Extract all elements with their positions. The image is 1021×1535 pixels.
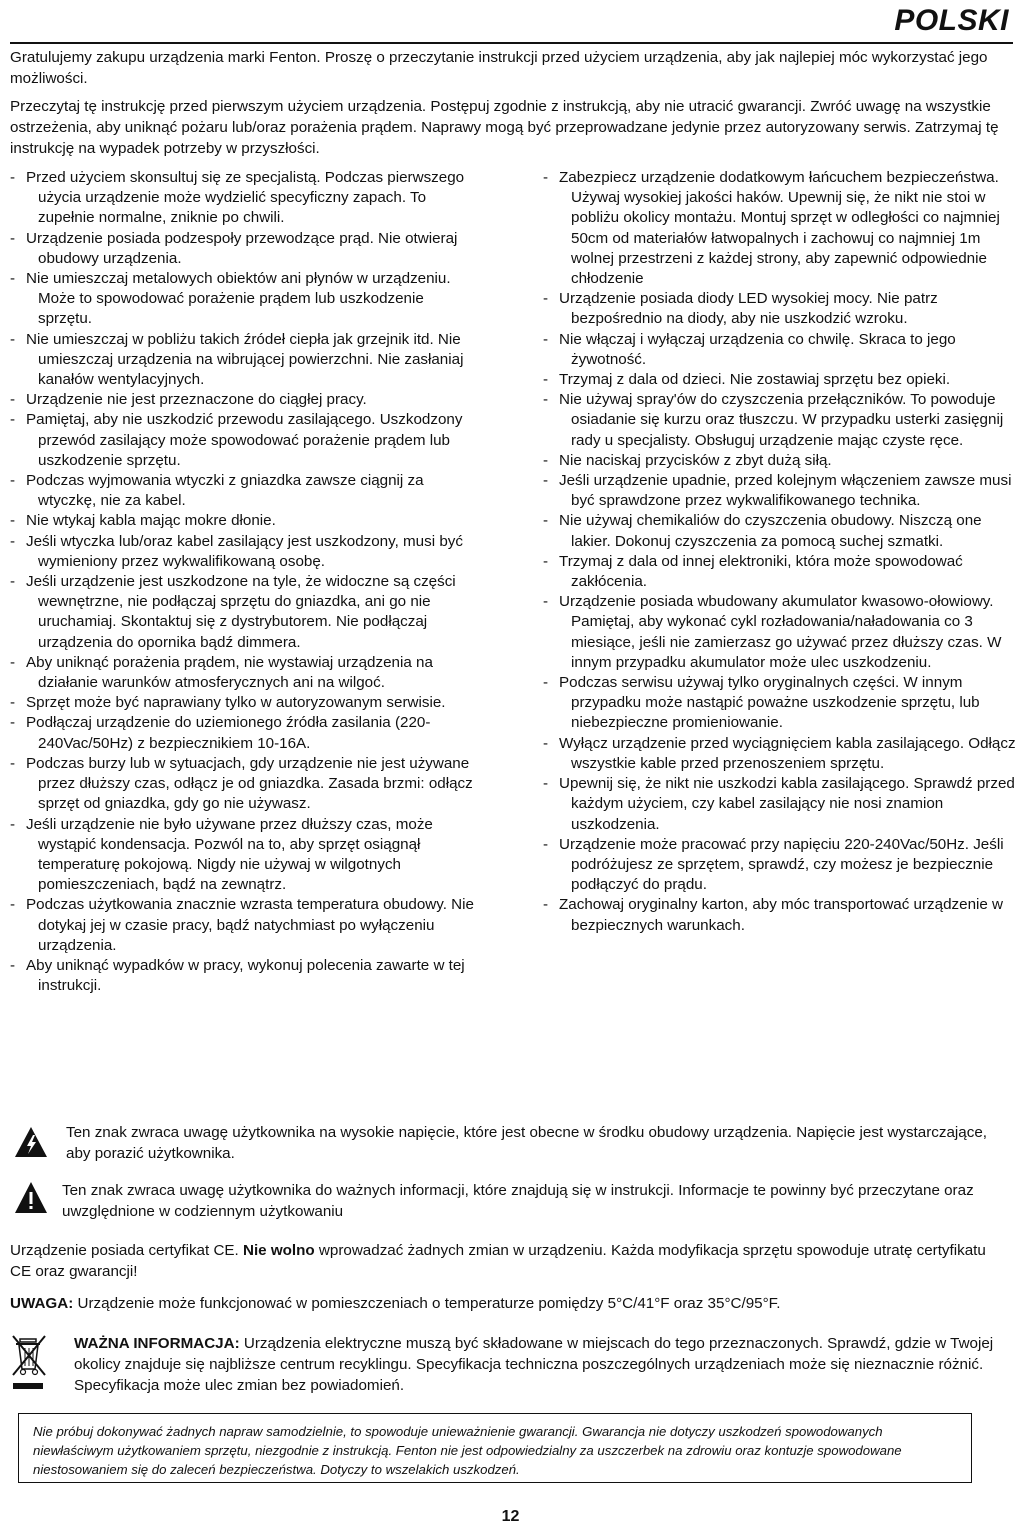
safety-list-left [10, 168, 480, 996]
safety-right-item: - Nie włączaj i wyłączaj urządzenia co chwilę. Skraca to jego żywotność. [543, 330, 1018, 370]
safety-right-item: - Nie naciskaj przycisków z zbyt dużą siłą. [543, 451, 1018, 471]
safety-right-item: - Trzymaj z dala od dzieci. Nie zostawiaj sprzętu bez opieki. [543, 370, 1018, 390]
uwaga-paragraph [10, 1293, 1009, 1314]
important-info-text: Ten znak zwraca uwagę użytkownika do ważnych informacji, które znajdują się w instrukcji. Informacje te powinny być przeczytane oraz uwzględnione w codziennym użytkowaniu [62, 1182, 974, 1220]
ce-paragraph [10, 1240, 1009, 1282]
exclamation-warning-icon [14, 1181, 48, 1221]
safety-right-item: - Urządzenie posiada wbudowany akumulator kwasowo-ołowiowy. Pamiętaj, aby wykonać cykl rozładowania/naładowania co 3 miesiące, jeśli nie zamierzasz go używać przez dłuższy czas. W innym przypadku akumulator może ulec uszkodzeniu. [543, 592, 1018, 673]
safety-left-item: - Aby uniknąć porażenia prądem, nie wystawiaj urządzenia na działanie warunków atmosferycznych ani na wilgoć. [10, 653, 480, 693]
uwaga-text: Urządzenie może funkcjonować w pomieszczeniach o temperaturze pomiędzy 5°C/41°F oraz 35°C/95°F. [73, 1295, 781, 1312]
safety-right-item: - Podczas serwisu używaj tylko oryginalnych części. W innym przypadku może nastąpić poważne uszkodzenie sprzętu, lub niebezpieczne promieniowanie. [543, 673, 1018, 734]
wazna-paragraph [74, 1333, 1009, 1396]
safety-right-item: - Urządzenie posiada diody LED wysokiej mocy. Nie patrz bezpośrednio na diody, aby nie uszkodzić wzroku. [543, 289, 1018, 329]
safety-right-item: - Zabezpiecz urządzenie dodatkowym łańcuchem bezpieczeństwa. Używaj wysokiej jakości haków. Upewnij się, że nikt nie stoi w pobliżu okolicy montażu. Montuj sprzęt w odległości co najmniej 50cm od materiałów łatwopalnych i zachowuj co najmniej 1m wolnej przestrzeni z każdej strony, aby zapewnić odpowiednie chłodzenie [543, 168, 1018, 289]
warranty-note-text: Nie próbuj dokonywać żadnych napraw samodzielnie, to spowoduje unieważnienie gwarancji. Gwarancja nie dotyczy uszkodzeń spowodowanych niewłaściwym użytkowaniem sprzętu, niezgodnie z instrukcją. Fenton nie jest odpowiedzialny za uszczerbek na zdrowiu oraz kontuzje spowodowane niestosowaniem się do zaleceń bezpieczeństwa. Dotyczy to wszelakich uszkodzeń. [33, 1424, 902, 1477]
safety-left-item: - Jeśli urządzenie jest uszkodzone na tyle, że widoczne są części wewnętrzne, nie podłączaj sprzętu do gniazdka, ani go nie uruchamiaj. Skontaktuj się z dystrybutorem. Nie podłączaj urządzenia do opornika bądź dimmera. [10, 572, 480, 653]
safety-list-right [543, 168, 1018, 936]
ce-text-end: wprowadzać żadnych zmian w urządzeniu. Każda modyfikacja sprzętu spowoduje utratę certyfikatu CE oraz gwarancji! [10, 1242, 986, 1280]
safety-left-item: - Nie umieszczaj metalowych obiektów ani płynów w urządzeniu. Może to spowodować porażenie prądem lub uszkodzenie sprzętu. [10, 269, 480, 330]
ce-text-bold: Nie wolno [242, 1242, 315, 1259]
language-title: POLSKI [894, 4, 1009, 37]
uwaga-label: UWAGA: [10, 1295, 74, 1312]
safety-right-item: - Urządzenie może pracować przy napięciu 220-240Vac/50Hz. Jeśli podróżujesz ze sprzętem, sprawdź, czy możesz je bezpiecznie podłączyć do prądu. [543, 835, 1018, 896]
safety-left-item: - Urządzenie nie jest przeznaczone do ciągłej pracy. [10, 390, 480, 410]
safety-left-item: - Sprzęt może być naprawiany tylko w autoryzowanym serwisie. [10, 693, 480, 713]
safety-left-item: - Podczas burzy lub w sytuacjach, gdy urządzenie nie jest używane przez dłuższy czas, odłącz je od gniazdka. Zasada brzmi: odłącz sprzęt od gniazdka, gdy go nie używasz. [10, 754, 480, 815]
safety-left-item: - Podczas użytkowania znacznie wzrasta temperatura obudowy. Nie dotykaj jej w czasie pracy, bądź natychmiast po wyłączeniu urządzenia. [10, 895, 480, 956]
weee-bin-icon [10, 1333, 50, 1393]
safety-left-item: - Podłączaj urządzenie do uziemionego źródła zasilania (220-240Vac/50Hz) z bezpiecznikiem 10-16A. [10, 713, 480, 753]
header-rule [10, 42, 1013, 44]
high-voltage-icon [14, 1126, 48, 1164]
safety-left-item: - Nie wtykaj kabla mając mokre dłonie. [10, 511, 480, 531]
high-voltage-warning [10, 1122, 1011, 1166]
safety-right-item: - Wyłącz urządzenie przed wyciągnięciem kabla zasilającego. Odłącz wszystkie kable przed przenoszeniem sprzętu. [543, 734, 1018, 774]
safety-left-item: - Podczas wyjmowania wtyczki z gniazdka zawsze ciągnij za wtyczkę, nie za kabel. [10, 471, 480, 511]
ce-text-start: Urządzenie posiada certyfikat CE. [10, 1242, 243, 1259]
safety-right-item: - Zachowaj oryginalny karton, aby móc transportować urządzenie w bezpiecznych warunkach. [543, 895, 1018, 935]
safety-left-item: - Aby uniknąć wypadków w pracy, wykonuj polecenia zawarte w tej instrukcji. [10, 956, 480, 996]
page-number: 12 [501, 1508, 520, 1525]
safety-right-item: - Trzymaj z dala od innej elektroniki, która może spowodować zakłócenia. [543, 552, 1018, 592]
safety-left-item: - Przed użyciem skonsultuj się ze specjalistą. Podczas pierwszego użycia urządzenie może wydzielić specyficzny zapach. To zupełnie normalne, zniknie po chwili. [10, 168, 480, 229]
safety-left-item: - Urządzenie posiada podzespoły przewodzące prąd. Nie otwieraj obudowy urządzenia. [10, 229, 480, 269]
high-voltage-text: Ten znak zwraca uwagę użytkownika na wysokie napięcie, które jest obecne w środku obudowy urządzenia. Napięcie jest wystarczające, aby porazić użytkownika. [66, 1124, 988, 1162]
safety-left-item: - Jeśli urządzenie nie było używane przez dłuższy czas, może wystąpić kondensacja. Pozwól na to, aby sprzęt osiągnął temperaturę pokojową. Nigdy nie używaj w wilgotnych pomieszczeniach, bądź na zewnątrz. [10, 815, 480, 896]
important-info-warning [10, 1180, 1011, 1224]
wazna-text: Urządzenia elektryczne muszą być składowane w miejscach do tego przeznaczonych. Sprawdź, gdzie w Twojej okolicy znajduje się najbliższe centrum recyklingu. Specyfikacja techniczna poszczególnych urządzeniach może się nieznacznie różnić. Specyfikacja może ulec zmian bez powiadomień. [74, 1335, 994, 1394]
safety-left-item: - Jeśli wtyczka lub/oraz kabel zasilający jest uszkodzony, musi być wymieniony przez wykwalifikowaną osobę. [10, 532, 480, 572]
warranty-note-box [18, 1413, 972, 1483]
safety-right-item: - Nie używaj spray'ów do czyszczenia przełączników. To powoduje osiadanie się kurzu oraz tłuszczu. W przypadku usterki zasięgnij rady u specjalisty. Obsługuj urządzenie mając czyste ręce. [543, 390, 1018, 451]
safety-left-item: - Pamiętaj, aby nie uszkodzić przewodu zasilającego. Uszkodzony przewód zasilający może spowodować porażenie prądem lub uszkodzenie sprzętu. [10, 410, 480, 471]
safety-right-item: - Upewnij się, że nikt nie uszkodzi kabla zasilającego. Sprawdź przed każdym użyciem, czy kabel zasilający nie nosi znamion uszkodzenia. [543, 774, 1018, 835]
safety-left-item: - Nie umieszczaj w pobliżu takich źródeł ciepła jak grzejnik itd. Nie umieszczaj urządzenia na wibrującej powierzchni. Nie zasłaniaj kanałów wentylacyjnych. [10, 330, 480, 391]
intro-paragraph-1: Gratulujemy zakupu urządzenia marki Fenton. Proszę o przeczytanie instrukcji przed użyciem urządzenia, aby jak najlepiej móc wykorzystać jego możliwości. [10, 49, 988, 87]
safety-right-item: - Nie używaj chemikaliów do czyszczenia obudowy. Niszczą one lakier. Dokonuj czyszczenia za pomocą suchej szmatki. [543, 511, 1018, 551]
wazna-label: WAŻNA INFORMACJA: [74, 1335, 240, 1352]
intro-paragraph-2: Przeczytaj tę instrukcję przed pierwszym użyciem urządzenia. Postępuj zgodnie z instrukcją, aby nie utracić gwarancji. Zwróć uwagę na wszystkie ostrzeżenia, aby uniknąć pożaru lub/oraz porażenia prądem. Naprawy mogą być przeprowadzane jedynie przez autoryzowany serwis. Zatrzymaj tę instrukcję na wypadek potrzeby w przyszłości. [10, 98, 999, 157]
safety-right-item: - Jeśli urządzenie upadnie, przed kolejnym włączeniem zawsze musi być sprawdzone przez wykwalifikowanego technika. [543, 471, 1018, 511]
